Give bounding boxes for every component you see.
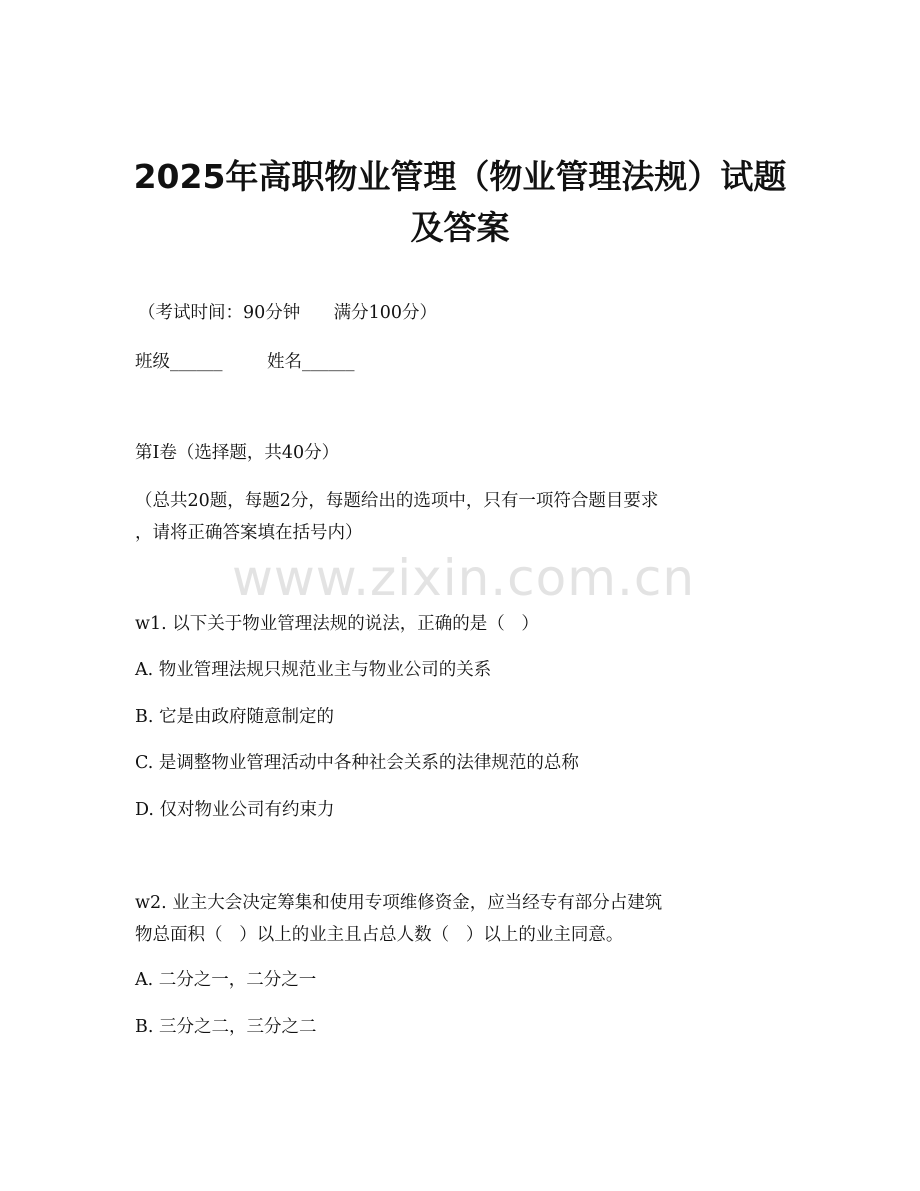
question-2-option-b: B. 三分之二，三分之二 <box>135 1017 317 1037</box>
page-title-line-1: 2025年高职物业管理（物业管理法规）试题 <box>133 157 787 196</box>
section-heading: 第I卷（选择题，共40分） <box>135 443 340 463</box>
question-2-stem-line-2: 物总面积（ ）以上的业主且占总人数（ ）以上的业主同意。 <box>135 925 624 945</box>
question-1-option-b: B. 它是由政府随意制定的 <box>135 707 334 727</box>
question-1-option-c: C. 是调整物业管理活动中各种社会关系的法律规范的总称 <box>135 753 579 773</box>
section-instructions-line-2: ，请将正确答案填在括号内） <box>135 523 363 543</box>
student-fields: 班级______ 姓名______ <box>135 352 355 372</box>
question-1-option-a: A. 物业管理法规只规范业主与物业公司的关系 <box>135 660 492 680</box>
section-instructions-line-1: （总共20题，每题2分，每题给出的选项中，只有一项符合题目要求 <box>135 491 659 511</box>
exam-info: （考试时间：90分钟 满分100分） <box>138 303 438 323</box>
watermark: www.zixin.com.cn <box>232 549 696 607</box>
question-1-stem: w1. 以下关于物业管理法规的说法，正确的是（ ） <box>135 614 539 634</box>
question-2-option-a: A. 二分之一，二分之一 <box>135 970 317 990</box>
page-title-line-2: 及答案 <box>410 208 510 247</box>
question-1-option-d: D. 仅对物业公司有约束力 <box>135 800 335 820</box>
question-2-stem-line-1: w2. 业主大会决定筹集和使用专项维修资金，应当经专有部分占建筑 <box>135 893 663 913</box>
